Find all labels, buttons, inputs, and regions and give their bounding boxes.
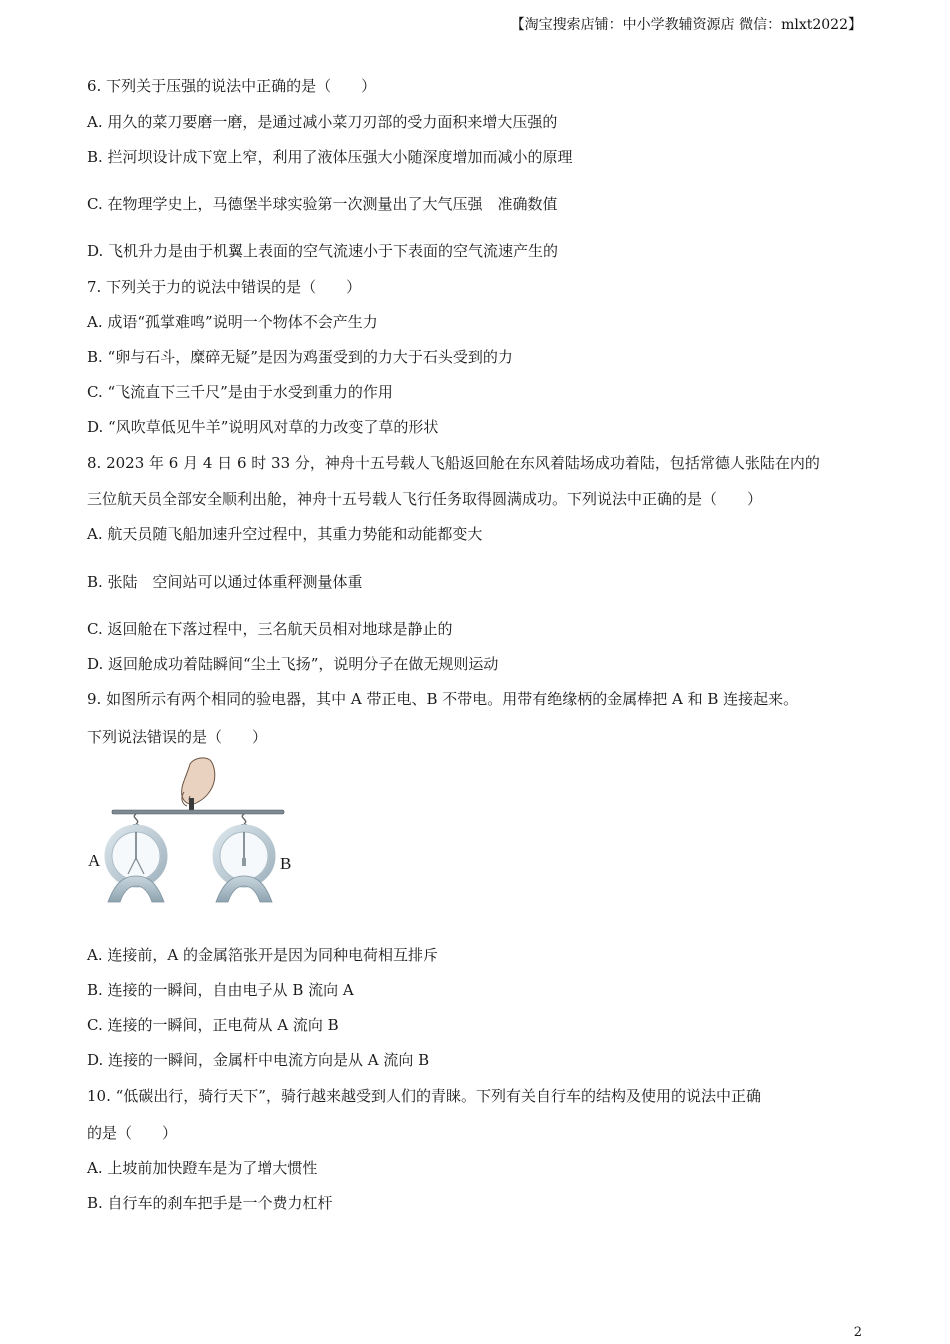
label-a: A	[88, 851, 101, 870]
q7-option-c: C. “飞流直下三千尺”是由于水受到重力的作用	[87, 383, 393, 401]
electroscope-a	[108, 814, 164, 902]
q8-option-d: D. 返回舱成功着陆瞬间“尘土飞扬”，说明分子在做无规则运动	[87, 655, 499, 673]
q6-option-a: A. 用久的菜刀要磨一磨，是通过减小菜刀刃部的受力面积来增大压强的	[87, 113, 558, 131]
q9-stem-line-2: 下列说法错误的是（ ）	[87, 728, 268, 746]
hand-icon	[182, 758, 215, 806]
q7-option-a: A. 成语“孤掌难鸣”说明一个物体不会产生力	[87, 313, 378, 331]
page-header: 【淘宝搜索店铺：中小学教辅资源店 微信：mlxt2022】	[510, 17, 862, 33]
q8-option-b: B. 张陆 空间站可以通过体重秤测量体重	[87, 573, 363, 591]
q10-option-b: B. 自行车的刹车把手是一个费力杠杆	[87, 1194, 333, 1212]
q6-option-b: B. 拦河坝设计成下宽上窄，利用了液体压强大小随深度增加而减小的原理	[87, 148, 573, 166]
q9-stem-line-1: 9. 如图所示有两个相同的验电器，其中 A 带正电、B 不带电。用带有绝缘柄的金属棒把 A 和 B 连接起来。	[87, 690, 799, 708]
page-number: 2	[853, 1325, 862, 1340]
q8-option-a: A. 航天员随飞船加速升空过程中，其重力势能和动能都变大	[87, 525, 483, 543]
q8-option-c: C. 返回舱在下落过程中，三名航天员相对地球是静止的	[87, 620, 453, 638]
q7-option-d: D. “风吹草低见牛羊”说明风对草的力改变了草的形状	[87, 418, 439, 436]
q9-option-c: C. 连接的一瞬间，正电荷从 A 流向 B	[87, 1016, 339, 1034]
label-b: B	[280, 854, 292, 873]
q7-option-b: B. “卵与石斗，糜碎无疑”是因为鸡蛋受到的力大于石头受到的力	[87, 348, 513, 366]
q9-option-d: D. 连接的一瞬间，金属杆中电流方向是从 A 流向 B	[87, 1051, 430, 1069]
q6-option-d: D. 飞机升力是由于机翼上表面的空气流速小于下表面的空气流速产生的	[87, 242, 559, 260]
q8-stem-line-1: 8. 2023 年 6 月 4 日 6 时 33 分，神舟十五号载人飞船返回舱在东风着陆场成功着陆，包括常德人张陆在内的	[87, 454, 820, 472]
q7-stem: 7. 下列关于力的说法中错误的是（ ）	[87, 278, 362, 296]
q10-stem-line-2: 的是（ ）	[87, 1124, 178, 1142]
q9-option-a: A. 连接前，A 的金属箔张开是因为同种电荷相互排斥	[87, 946, 438, 964]
q10-option-a: A. 上坡前加快蹬车是为了增大惯性	[87, 1159, 318, 1177]
q10-stem-line-1: 10. “低碳出行，骑行天下”，骑行越来越受到人们的青睐。下列有关自行车的结构及使用的说法中正确	[87, 1087, 761, 1105]
q9-option-b: B. 连接的一瞬间，自由电子从 B 流向 A	[87, 981, 354, 999]
q6-option-c: C. 在物理学史上，马德堡半球实验第一次测量出了大气压强 准确数值	[87, 195, 558, 213]
metal-rod	[112, 810, 284, 814]
electroscope-figure	[86, 752, 298, 912]
q6-stem: 6. 下列关于压强的说法中正确的是（ ）	[87, 77, 377, 95]
q8-stem-line-2: 三位航天员全部安全顺利出舱，神舟十五号载人飞行任务取得圆满成功。下列说法中正确的是（ ）	[87, 490, 763, 508]
electroscope-b	[216, 814, 272, 902]
